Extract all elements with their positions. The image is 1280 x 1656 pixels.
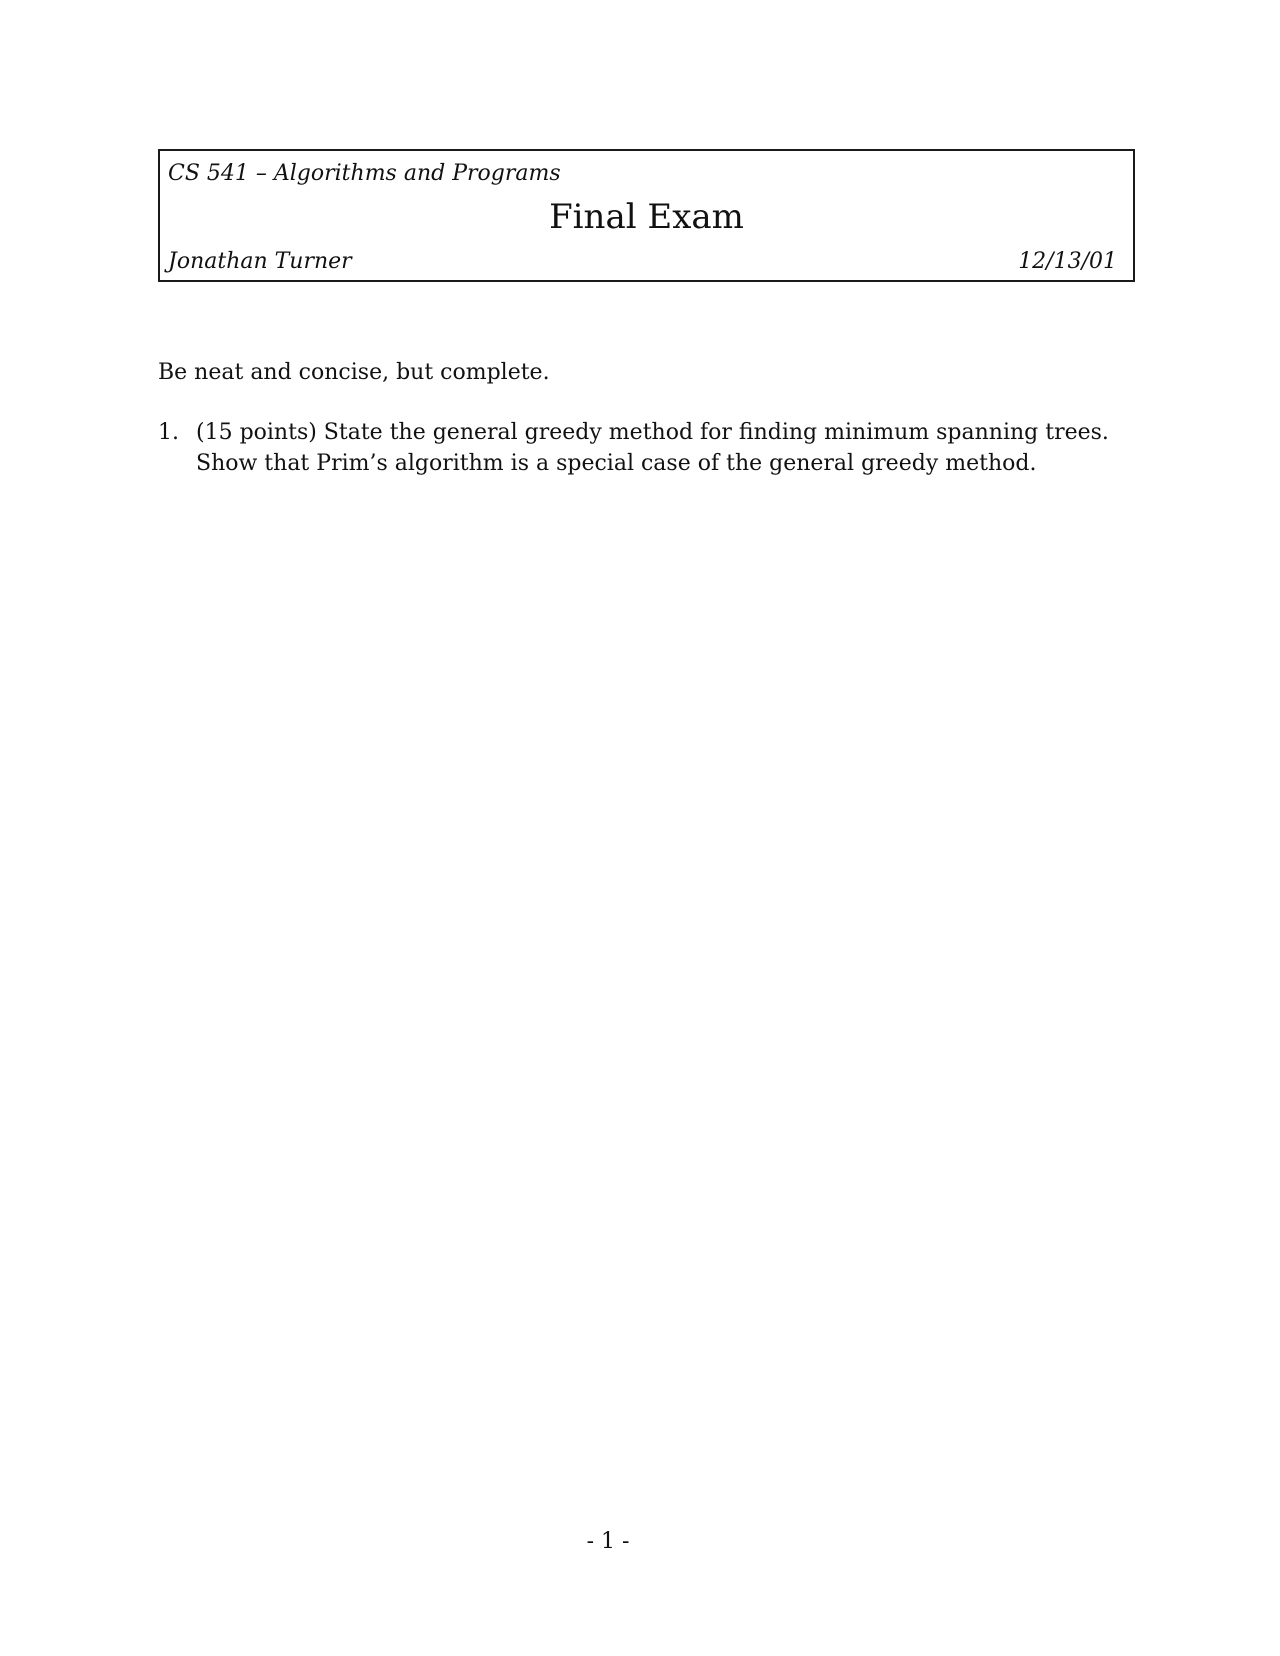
course-title: CS 541 – Algorithms and Programs: [168, 161, 561, 186]
question-text: (15 points) State the general greedy method for finding minimum spanning trees. Show that Prim’s algorithm is a special case of the general greedy method.: [196, 420, 1109, 476]
exam-header-box: [158, 149, 1135, 282]
author-name: Jonathan Turner: [168, 249, 352, 274]
question-number: 1.: [158, 420, 179, 445]
page-number: - 1 -: [586, 1529, 630, 1554]
exam-date: 12/13/01: [1018, 249, 1117, 274]
exam-title: Final Exam: [549, 197, 744, 237]
question-item: [158, 417, 1118, 479]
instructions-text: Be neat and concise, but complete.: [158, 360, 550, 385]
